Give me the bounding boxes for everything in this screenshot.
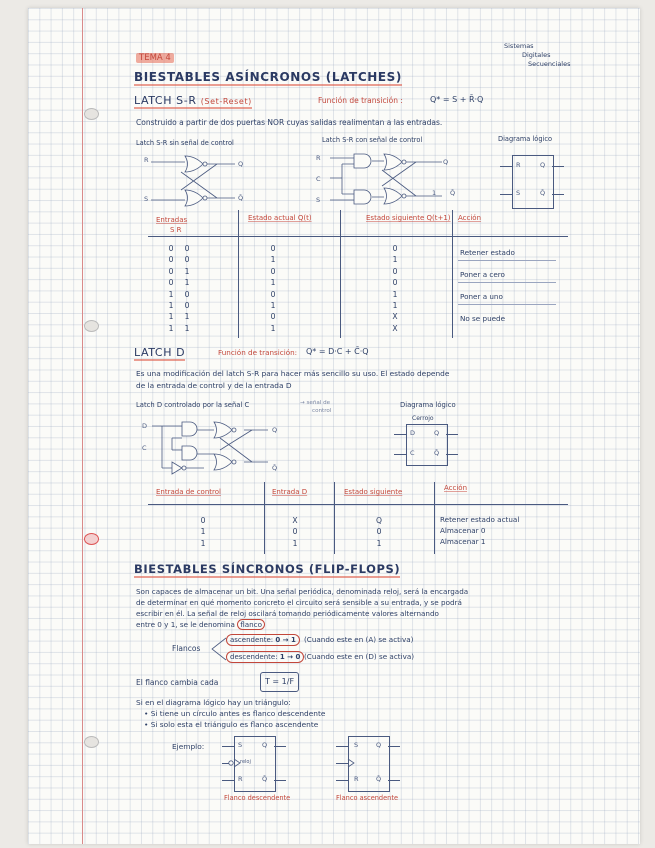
sr-cell-current: 0 <box>270 244 276 253</box>
sr-cell-s: 1 <box>168 301 174 311</box>
caption-asc: Flanco ascendente <box>336 794 398 802</box>
sr-cell-current: 0 <box>270 289 276 299</box>
block-pin-s: S <box>516 189 521 197</box>
d-cell-control: 1 <box>200 538 206 548</box>
d-block-pin-c: C <box>410 449 415 457</box>
d-block-pin-q: Q <box>434 429 440 437</box>
sr-cell-r: 0 <box>184 301 190 311</box>
sr-cell-current: 0 <box>270 312 276 322</box>
block-pin-r: R <box>516 161 521 169</box>
sr-cell-next: X <box>392 323 398 333</box>
sr-cell-next: 0 <box>392 266 398 276</box>
sr-cell-s: 1 <box>168 312 174 322</box>
latch-d-description-line1: Es una modificación del latch S-R para hacer más sencillo su uso. El estado depende <box>136 369 450 378</box>
sr-cell-r: 1 <box>184 312 190 322</box>
sr-header-action: Acción <box>458 214 482 222</box>
flancos-label: Flancos <box>172 644 201 653</box>
sr-cell-next: 1 <box>392 255 398 265</box>
sr-cell-current: 1 <box>270 255 276 265</box>
pin-qbar: Q̄ <box>238 194 244 202</box>
d-header-next: Estado siguiente <box>344 488 403 496</box>
sr-table-rule <box>148 236 568 237</box>
header-note-line1: Sistemas <box>504 42 534 50</box>
d-cell-next: 1 <box>376 538 382 548</box>
flancos-brace <box>208 636 228 662</box>
sr-header-current: Estado actual Q(t) <box>248 214 312 222</box>
sr-header-next: Estado siguiente Q(t+1) <box>366 214 451 222</box>
section2-para-line3: escribir en él. La señal de reloj oscilará tomando periódicamente valores alternando <box>136 609 439 618</box>
sr-cell-next: 0 <box>392 278 398 288</box>
ff2-pin-r: R <box>354 775 359 783</box>
pin-q: Q <box>443 158 449 166</box>
sr-cell-s: 1 <box>168 323 174 333</box>
latch-d-diagram1-label: Latch D controlado por la señal C <box>136 401 250 409</box>
desc-note: (Cuando este en (D) se activa) <box>304 652 415 661</box>
d-col-control <box>198 515 208 549</box>
latch-sr-transition-formula: Q* = S + R̄·Q <box>430 95 484 104</box>
asc-note: (Cuando este en (A) se activa) <box>304 635 414 644</box>
latch-d-title: LATCH D <box>134 346 186 359</box>
ff2-pin-qbar: Q̄ <box>376 775 382 783</box>
section2-para-line2: de determinar en qué momento concreto el circuito será sensible a su entrada, y se podrá <box>136 598 462 607</box>
sr-cell-next: 0 <box>392 244 398 253</box>
sr-col-next <box>390 243 400 334</box>
ff1-pin-qbar: Q̄ <box>262 775 268 783</box>
sr-cell-r: 0 <box>184 289 190 299</box>
d-cell-control: 0 <box>200 516 206 525</box>
d-header-control: Entrada de control <box>156 488 221 496</box>
sr-action-3: No se puede <box>460 314 506 323</box>
sr-header-inputs-sub: S R <box>170 226 182 234</box>
latch-d-transition-formula: Q* = D·C + C̄·Q <box>306 347 369 356</box>
sr-cell-r: 0 <box>184 244 190 253</box>
header-note-line3: Secuenciales <box>528 60 571 68</box>
sr-cell-r: 1 <box>184 323 190 333</box>
sr-cell-next: 1 <box>392 289 398 299</box>
d-header-d: Entrada D <box>272 488 308 496</box>
ff1-pin-q: Q <box>262 741 268 749</box>
d-pin-q: Q <box>272 426 278 434</box>
notebook-page <box>28 8 640 844</box>
sr-cell-s: 1 <box>168 289 174 299</box>
sr-cell-next: 1 <box>392 301 398 311</box>
sr-action-0: Retener estado <box>460 248 515 257</box>
sr-cell-s: 0 <box>168 244 174 253</box>
sr-col-current <box>268 243 278 334</box>
d-cell-control: 1 <box>200 527 206 537</box>
pin-s: S <box>316 196 321 204</box>
section2-para-line1: Son capaces de almacenar un bit. Una señal periódica, denominada reloj, será la encargada <box>136 587 469 596</box>
caption-desc: Flanco descendente <box>224 794 291 802</box>
d-action-1: Almacenar 0 <box>440 526 486 535</box>
pin-q: Q <box>238 160 244 168</box>
punch-hole <box>84 108 99 120</box>
section2-title: BIESTABLES SÍNCRONOS (FLIP-FLOPS) <box>134 562 401 576</box>
d-cell-d: X <box>292 516 298 525</box>
ff1-pin-r: R <box>238 775 243 783</box>
latch-d-transition-label: Función de transición: <box>218 348 298 357</box>
d-block-header: Cerrojo <box>412 415 434 422</box>
d-col-d <box>290 515 300 549</box>
d-header-action: Acción <box>444 484 468 492</box>
sr-action-1: Poner a cero <box>460 270 505 279</box>
latch-sr-diagram2-label: Latch S-R con señal de control <box>322 136 423 144</box>
latch-d-control-note2: control <box>312 408 332 414</box>
desc-pill: descendente: 1 → 0 <box>226 651 304 663</box>
ff1-pin-s: S <box>238 741 243 749</box>
ff2-pin-q: Q <box>376 741 382 749</box>
latch-d-diagram2-label: Diagrama lógico <box>400 401 456 409</box>
sr-cell-s: 0 <box>168 266 174 276</box>
pin-s: S <box>144 195 149 203</box>
topic-label: TEMA 4 <box>136 53 174 63</box>
latch-sr-diagram1-label: Latch S-R sin señal de control <box>136 139 234 147</box>
d-action-0: Retener estado actual <box>440 515 520 524</box>
pin-c: C <box>316 175 321 183</box>
margin-line <box>82 8 83 844</box>
punch-hole <box>84 533 99 545</box>
sr-action-2: Poner a uno <box>460 292 503 301</box>
sr-cell-current: 1 <box>270 301 276 311</box>
sr-col-s <box>166 243 176 334</box>
latch-sr-diagram3-label: Diagrama lógico <box>498 135 552 143</box>
d-pin-d: D <box>142 422 148 430</box>
d-cell-d: 1 <box>292 538 298 548</box>
sr-cell-current: 0 <box>270 266 276 276</box>
latch-sr-transition-label: Función de transición : <box>318 96 403 105</box>
section1-title: BIESTABLES ASÍNCRONOS (LATCHES) <box>134 70 402 84</box>
header-note-line2: Digitales <box>522 51 551 59</box>
asc-pill: ascendente: 0 → 1 <box>226 634 300 646</box>
d-pin-c: C <box>142 444 147 452</box>
ff-asc-clock-icon <box>346 758 356 770</box>
sr-cell-r: 1 <box>184 266 190 276</box>
latch-d-description-line2: de la entrada de control y de la entrada D <box>136 381 292 390</box>
latch-d-control-note1: → señal de <box>300 400 331 406</box>
pin-one: 1 <box>432 189 437 197</box>
block-pin-q: Q <box>540 161 546 169</box>
ff2-pin-s: S <box>354 741 359 749</box>
d-col-next <box>374 515 384 549</box>
sr-cell-r: 1 <box>184 278 190 288</box>
triangle-line: Si en el diagrama lógico hay un triángulo: <box>136 698 291 707</box>
d-action-2: Almacenar 1 <box>440 537 486 546</box>
bullet-1: • Si tiene un círculo antes es flanco descendente <box>144 709 326 718</box>
d-cell-d: 0 <box>292 527 298 537</box>
sr-cell-s: 0 <box>168 255 174 265</box>
pin-r: R <box>316 154 321 162</box>
sr-cell-r: 0 <box>184 255 190 265</box>
period-formula: T = 1/F <box>260 672 299 692</box>
pin-r: R <box>144 156 149 164</box>
sr-latch-nor-diagram <box>143 154 253 209</box>
d-cell-next: Q <box>376 516 382 525</box>
d-pin-qbar: Q̄ <box>272 464 278 472</box>
sr-cell-current: 1 <box>270 323 276 333</box>
bullet-2: • Si solo esta el triángulo es flanco ascendente <box>144 720 319 729</box>
sr-cell-next: X <box>392 312 398 322</box>
sr-header-inputs: Entradas <box>156 216 188 224</box>
d-block-pin-d: D <box>410 429 416 437</box>
example-label: Ejemplo: <box>172 742 205 751</box>
section2-para-line4: entre 0 y 1, se le denomina flanco <box>136 621 265 628</box>
sr-cell-current: 1 <box>270 278 276 288</box>
d-cell-next: 0 <box>376 527 382 537</box>
sr-col-r <box>182 243 192 334</box>
period-text: El flanco cambia cada <box>136 678 219 687</box>
latch-sr-title: LATCH S-R (Set-Reset) <box>134 94 252 107</box>
sr-cell-s: 0 <box>168 278 174 288</box>
punch-hole <box>84 736 99 748</box>
d-block-pin-qbar: Q̄ <box>434 449 440 457</box>
block-pin-qbar: Q̄ <box>540 189 546 197</box>
ff1-pin-clk: reloj <box>240 759 251 765</box>
punch-hole <box>84 320 99 332</box>
latch-sr-description: Construido a partir de dos puertas NOR cuyas salidas realimentan a las entradas. <box>136 118 443 127</box>
pin-qbar: Q̄ <box>450 189 456 197</box>
